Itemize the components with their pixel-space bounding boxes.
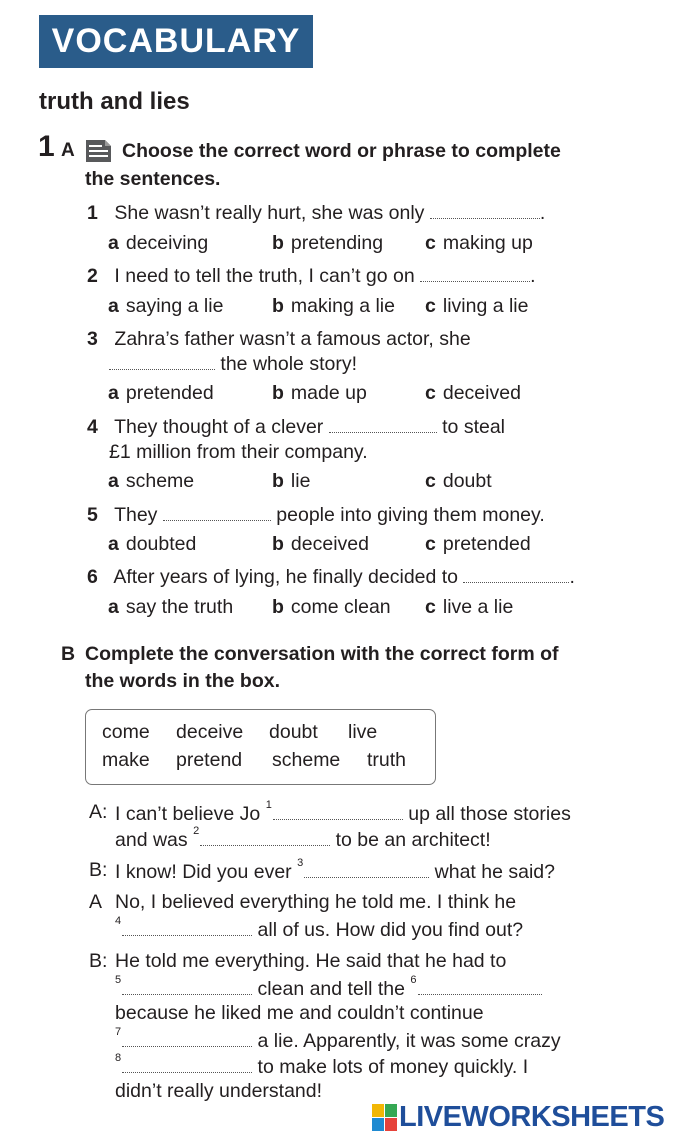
- question-4: [87, 414, 505, 440]
- option-3c[interactable]: c deceived: [425, 382, 521, 404]
- answer-blank-5[interactable]: [122, 976, 252, 995]
- question-3-line-2: [109, 351, 357, 377]
- word-live: live: [348, 721, 378, 743]
- question-number: 1: [87, 202, 98, 224]
- liveworksheets-logo-icon: [372, 1104, 398, 1132]
- word-make: make: [102, 749, 150, 771]
- answer-blank[interactable]: [420, 263, 530, 282]
- question-text: They thought of a clever: [114, 416, 324, 438]
- conversation-line-6: He told me everything. He said that he had to: [115, 950, 507, 972]
- exercise-number: 1: [38, 130, 55, 163]
- answer-blank-3[interactable]: [304, 859, 429, 878]
- conversation-speaker: A: [89, 891, 103, 913]
- question-text-after: .: [539, 202, 546, 224]
- answer-blank[interactable]: [463, 564, 569, 583]
- option-5c[interactable]: c pretended: [425, 533, 531, 555]
- option-4b[interactable]: b lie: [272, 470, 311, 492]
- question-text: Zahra’s father wasn’t a famous actor, she: [114, 328, 471, 350]
- question-number: 2: [87, 265, 98, 287]
- option-4a[interactable]: a scheme: [108, 470, 195, 492]
- word-come: come: [102, 721, 150, 743]
- section-banner: VOCABULARY: [39, 15, 313, 68]
- question-text-after: to steal: [442, 416, 506, 438]
- question-3: [87, 326, 471, 352]
- option-4c[interactable]: c doubt: [425, 470, 492, 492]
- option-3b[interactable]: b made up: [272, 382, 367, 404]
- answer-blank-2[interactable]: [200, 827, 330, 846]
- exercise-a-instruction-2: the sentences.: [85, 168, 221, 190]
- document-icon: [85, 139, 112, 163]
- option-5a[interactable]: a doubted: [108, 533, 197, 555]
- question-text: She wasn’t really hurt, she was only: [114, 202, 425, 224]
- exercise-b-instruction-2: the words in the box.: [85, 670, 281, 692]
- option-6b[interactable]: b come clean: [272, 596, 391, 618]
- question-text: I need to tell the truth, I can’t go on: [114, 265, 415, 287]
- word-scheme: scheme: [272, 749, 341, 771]
- question-number: 5: [87, 504, 98, 526]
- option-2a[interactable]: a saying a lie: [108, 295, 224, 317]
- conversation-line-3: I know! Did you ever $^3$ what he said?: [115, 857, 555, 883]
- conversation-line-11: didn’t really understand!: [115, 1080, 323, 1102]
- liveworksheets-brand[interactable]: LIVEWORKSHEETS: [399, 1101, 665, 1133]
- question-2: [87, 263, 536, 289]
- question-text-after: people into giving them money.: [276, 504, 545, 526]
- question-1: [87, 200, 545, 226]
- page-subtitle: truth and lies: [39, 88, 190, 115]
- option-1a[interactable]: a deceiving: [108, 232, 209, 254]
- conversation-line-5: $^4$ all of us. How did you find out?: [115, 915, 524, 941]
- word-deceive: deceive: [176, 721, 244, 743]
- option-1b[interactable]: b pretending: [272, 232, 384, 254]
- option-3a[interactable]: a pretended: [108, 382, 214, 404]
- conversation-line-1: I can’t believe Jo $^1$ up all those stories: [115, 799, 571, 825]
- question-text: They: [114, 504, 158, 526]
- question-6: [87, 564, 575, 590]
- question-text-after: the whole story!: [220, 353, 357, 375]
- exercise-a-instruction-1: Choose the correct word or phrase to complete: [122, 140, 561, 162]
- question-4-line-2: £1 million from their company.: [109, 441, 368, 463]
- conversation-speaker: A:: [89, 801, 108, 823]
- answer-blank-4[interactable]: [122, 917, 252, 936]
- word-doubt: doubt: [269, 721, 318, 743]
- option-1c[interactable]: c making up: [425, 232, 533, 254]
- word-truth: truth: [367, 749, 407, 771]
- conversation-line-4: No, I believed everything he told me. I think he: [115, 891, 517, 913]
- conversation-line-2: and was $^2$ to be an architect!: [115, 825, 491, 851]
- answer-blank[interactable]: [109, 351, 215, 370]
- answer-blank-8[interactable]: [122, 1054, 252, 1073]
- question-number: 4: [87, 416, 98, 438]
- answer-blank-6[interactable]: [418, 976, 542, 995]
- exercise-letter-a: A: [61, 140, 75, 161]
- option-6c[interactable]: c live a lie: [425, 596, 514, 618]
- question-5: [87, 502, 545, 528]
- answer-blank[interactable]: [430, 200, 540, 219]
- question-text: After years of lying, he finally decided to: [113, 566, 459, 588]
- question-text-after: .: [569, 566, 575, 588]
- conversation-speaker: B:: [89, 950, 108, 972]
- question-number: 6: [87, 566, 98, 588]
- answer-blank-1[interactable]: [273, 801, 403, 820]
- conversation-line-9: $^7$ a lie. Apparently, it was some crazy: [115, 1026, 561, 1052]
- word-pretend: pretend: [176, 749, 243, 771]
- answer-blank-7[interactable]: [122, 1028, 252, 1047]
- conversation-speaker: B:: [89, 859, 108, 881]
- option-2c[interactable]: c living a lie: [425, 295, 529, 317]
- exercise-b-instruction-1: Complete the conversation with the correct form of: [85, 643, 559, 665]
- conversation-line-7: $^5$ clean and tell the $^6$: [115, 976, 542, 1001]
- exercise-letter-b: B: [61, 643, 76, 665]
- question-text-after: .: [530, 265, 536, 287]
- option-5b[interactable]: b deceived: [272, 533, 369, 555]
- conversation-line-10: $^8$ to make lots of money quickly. I: [115, 1052, 529, 1078]
- option-2b[interactable]: b making a lie: [272, 295, 395, 317]
- answer-blank[interactable]: [329, 414, 437, 433]
- conversation-line-8: because he liked me and couldn’t continue: [115, 1002, 484, 1024]
- option-6a[interactable]: a say the truth: [108, 596, 234, 618]
- answer-blank[interactable]: [163, 502, 271, 521]
- question-number: 3: [87, 328, 98, 350]
